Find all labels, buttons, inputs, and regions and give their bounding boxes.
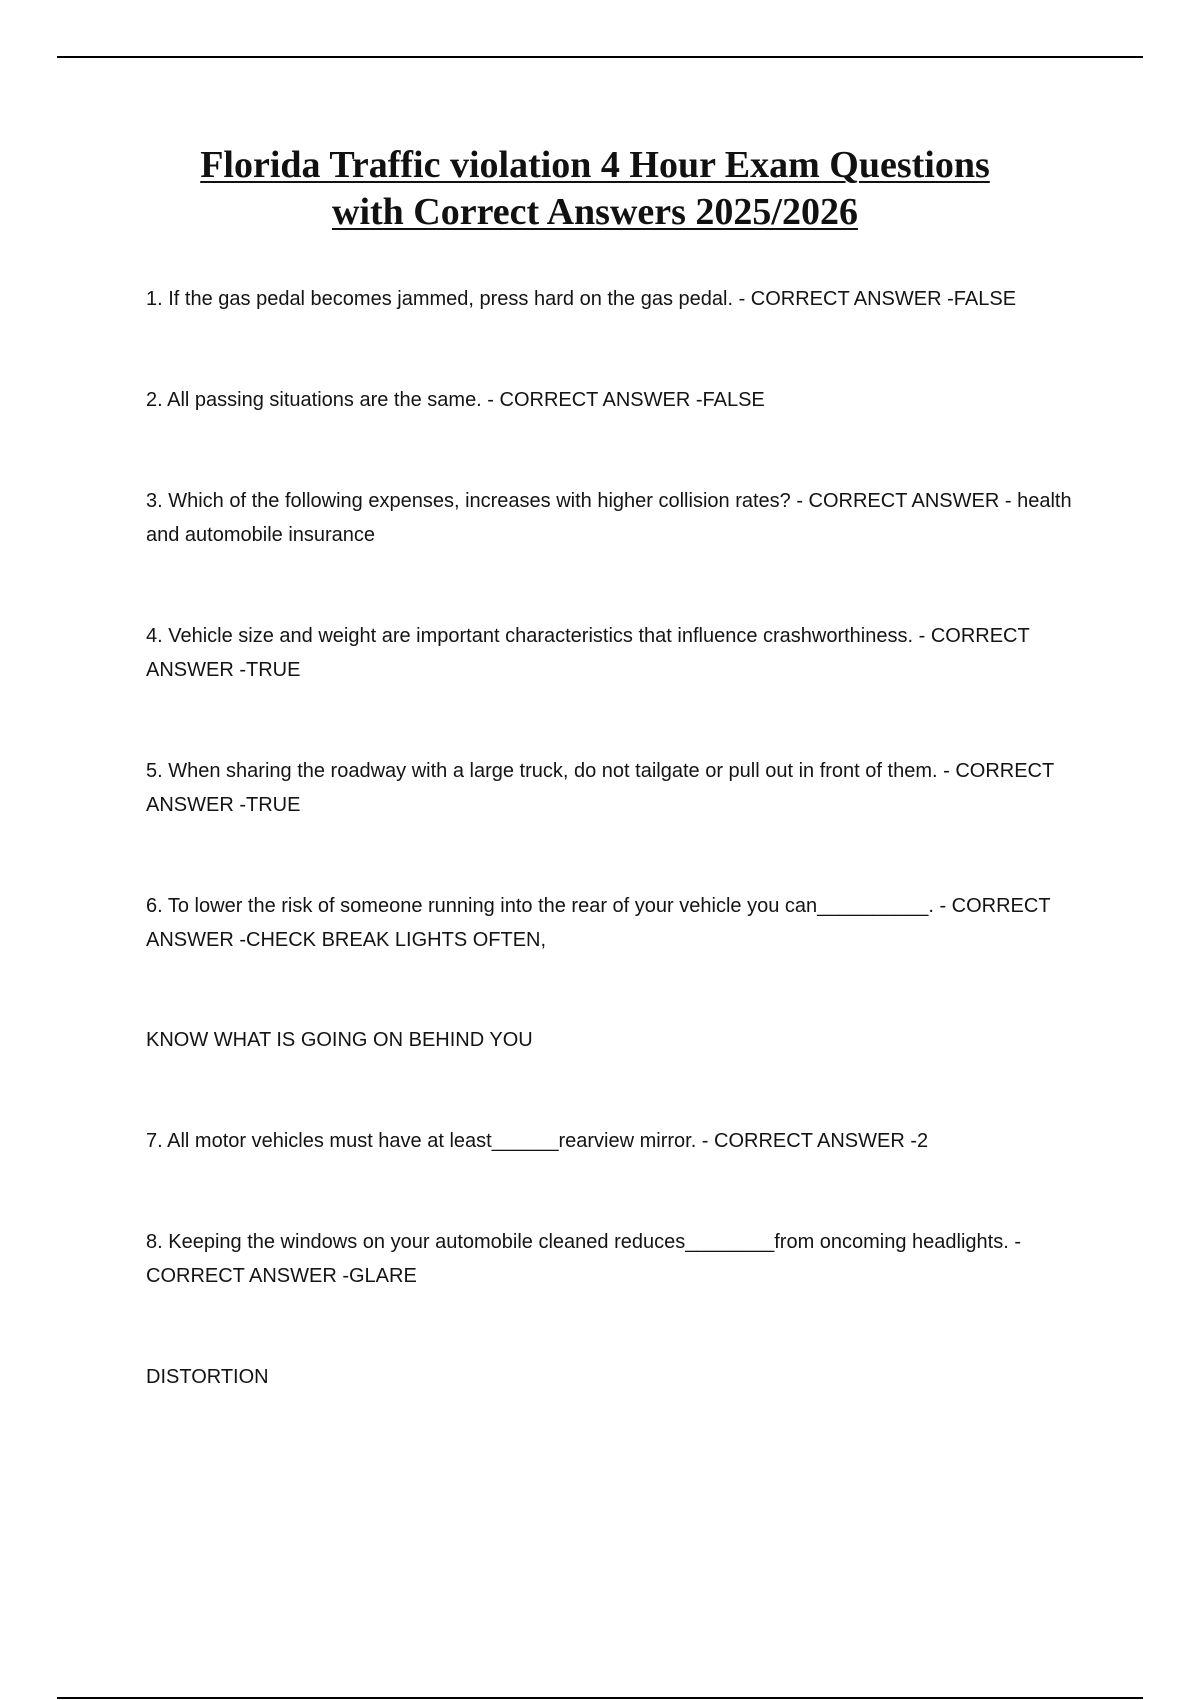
question-8: 8. Keeping the windows on your automobile cleaned reduces________from oncoming headlights. - CORRECT ANSWER -GLARE [146, 1231, 1022, 1287]
question-6-continuation: KNOW WHAT IS GOING ON BEHIND YOU [146, 1029, 533, 1051]
question-3: 3. Which of the following expenses, increases with higher collision rates? - CORRECT ANSWER - health and automobile insurance [146, 490, 1072, 546]
question-8-continuation: DISTORTION [146, 1366, 269, 1388]
question-6: 6. To lower the risk of someone running into the rear of your vehicle you can__________. - CORRECT ANSWER -CHECK BREAK LIGHTS OFTEN, [146, 895, 1051, 951]
top-divider [57, 56, 1143, 58]
question-5: 5. When sharing the roadway with a large truck, do not tailgate or pull out in front of them. - CORRECT ANSWER -TRUE [146, 760, 1054, 816]
question-1: 1. If the gas pedal becomes jammed, press hard on the gas pedal. - CORRECT ANSWER -FALSE [146, 288, 1017, 310]
title-line-1: Florida Traffic violation 4 Hour Exam Questions [200, 144, 990, 186]
question-4: 4. Vehicle size and weight are important characteristics that influence crashworthiness. - CORRECT ANSWER -TRUE [146, 625, 1030, 681]
page-title [100, 142, 1090, 236]
bottom-divider [57, 1697, 1143, 1699]
question-7: 7. All motor vehicles must have at least______rearview mirror. - CORRECT ANSWER -2 [146, 1130, 929, 1152]
question-2: 2. All passing situations are the same. - CORRECT ANSWER -FALSE [146, 389, 765, 411]
title-line-2: with Correct Answers 2025/2026 [332, 191, 858, 233]
